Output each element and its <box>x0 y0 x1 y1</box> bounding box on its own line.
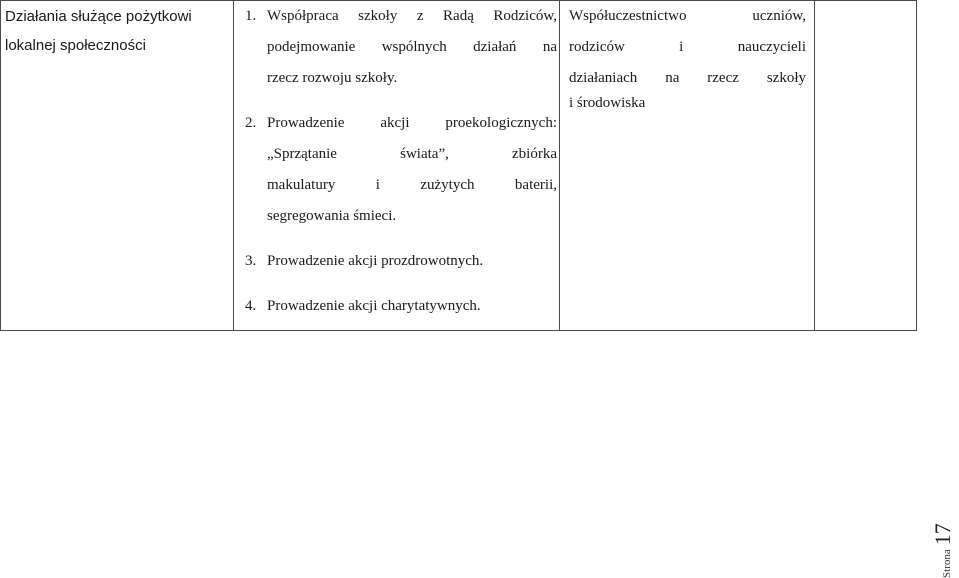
activity-item-4 <box>234 291 559 322</box>
item-number: 3. <box>245 253 257 269</box>
participants-line: działaniach na rzecz szkoły <box>569 70 806 86</box>
item-line: rzecz rozwoju szkoły. <box>267 70 398 86</box>
page-label: Strona <box>941 549 953 578</box>
participants-cell <box>560 1 815 331</box>
category-line: lokalnej społeczności <box>5 37 146 54</box>
item-line: Prowadzenie akcji proekologicznych: <box>267 115 557 131</box>
table-row <box>1 1 917 331</box>
participants-line: Współuczestnictwo uczniów, <box>569 8 806 24</box>
item-line: Współpraca szkoły z Radą Rodziców, <box>267 8 557 24</box>
page-number: 17 <box>930 523 955 546</box>
item-number: 2. <box>245 115 257 131</box>
item-line: segregowania śmieci. <box>267 208 397 224</box>
activity-item-1 <box>234 1 559 94</box>
item-line: Prowadzenie akcji charytatywnych. <box>267 298 481 314</box>
item-line: podejmowanie wspólnych działań na <box>267 39 557 55</box>
empty-cell <box>815 1 917 331</box>
activity-category-cell <box>1 1 234 331</box>
activity-list-cell <box>234 1 560 331</box>
item-line: makulatury i zużytych baterii, <box>267 177 557 193</box>
item-number: 4. <box>245 298 257 314</box>
participants-line: i środowiska <box>569 95 646 111</box>
item-number: 1. <box>245 8 257 24</box>
participants-line: rodziców i nauczycieli <box>569 39 806 55</box>
activity-item-3 <box>234 246 559 277</box>
activity-item-2 <box>234 108 559 232</box>
page-number-footer <box>922 508 959 578</box>
category-line: Działania służące pożytkowi <box>5 8 192 25</box>
item-line: „Sprzątanie świata”, zbiórka <box>267 146 557 162</box>
item-line: Prowadzenie akcji prozdrowotnych. <box>267 253 484 269</box>
